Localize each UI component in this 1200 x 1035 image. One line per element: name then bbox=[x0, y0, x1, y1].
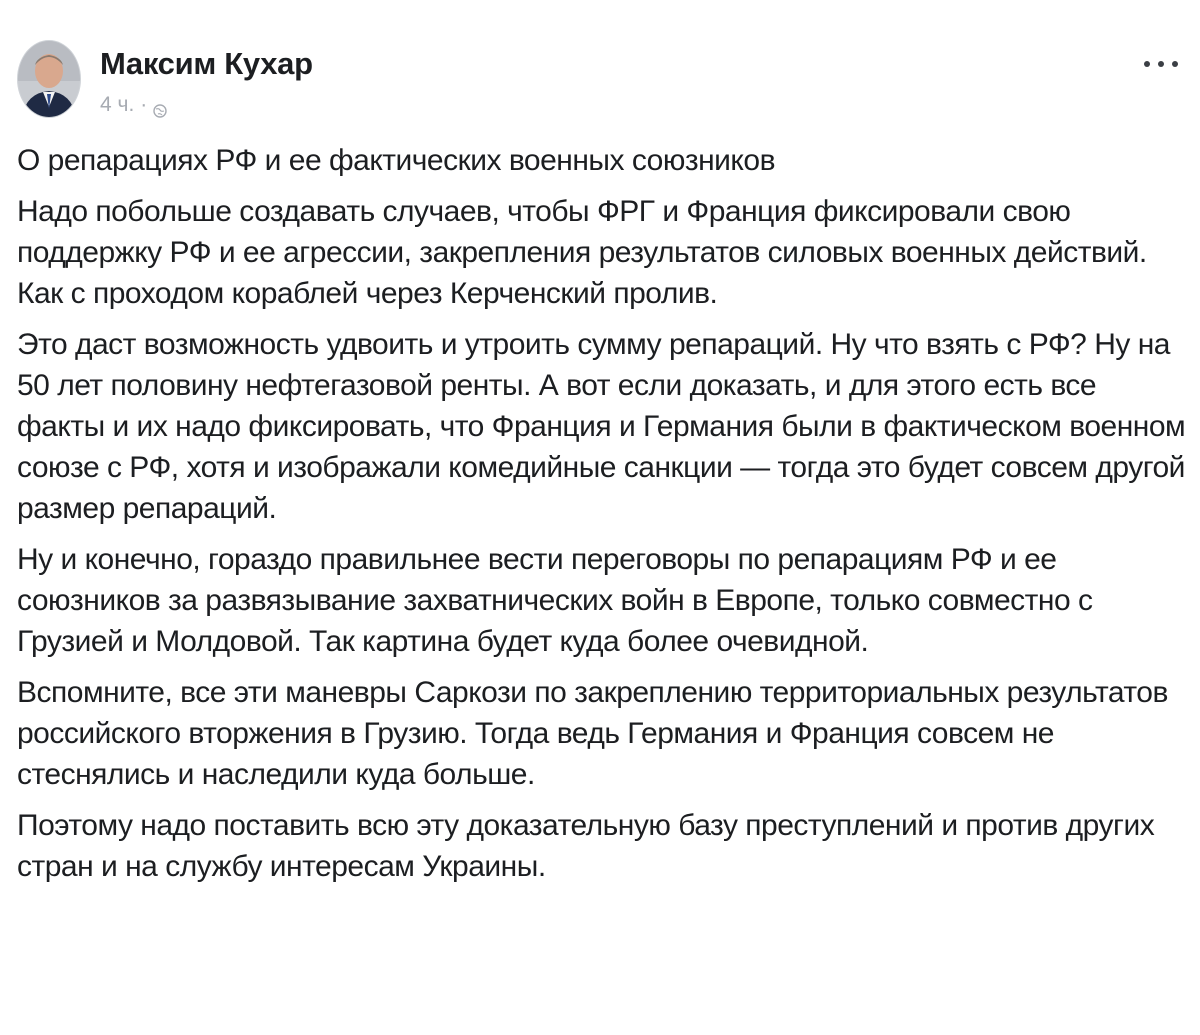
post-paragraph: О репарациях РФ и ее фактических военных союзников bbox=[17, 144, 776, 177]
post-paragraph: Это даст возможность удвоить и утроить сумму репараций. Ну что взять с РФ? Ну на 50 лет половину нефтегазовой ренты. А вот если доказать, и для этого есть все факты и их надо фиксировать, что Франция и Германия были в фактическом военном союзе с РФ, хотя и изображали комедийные санкции — тогда это будет совсем другой размер репараций. bbox=[17, 328, 1186, 525]
post-meta bbox=[100, 93, 167, 117]
post-body bbox=[17, 140, 1189, 897]
post-paragraph: Поэтому надо поставить всю эту доказательную базу преступлений и против других стран и на службу интересам Украины. bbox=[17, 809, 1155, 883]
more-dot bbox=[1144, 61, 1150, 67]
more-options-icon[interactable] bbox=[1144, 54, 1178, 74]
author-name[interactable]: Максим Кухар bbox=[100, 46, 313, 81]
post-paragraph: Ну и конечно, гораздо правильнее вести переговоры по репарациям РФ и ее союзников за развязывание захватнических войн в Европе, только совместно с Грузией и Молдовой. Так картина будет куда более очевидной. bbox=[17, 543, 1093, 658]
author-avatar[interactable] bbox=[17, 40, 81, 118]
more-dot bbox=[1158, 61, 1164, 67]
more-dot bbox=[1172, 61, 1178, 67]
post-paragraph: Надо побольше создавать случаев, чтобы ФРГ и Франция фиксировали свою поддержку РФ и ее агрессии, закрепления результатов силовых военных действий. Как с проходом кораблей через Керченский пролив. bbox=[17, 195, 1147, 310]
post-time[interactable]: 4 ч. bbox=[100, 93, 135, 116]
meta-separator: · bbox=[140, 93, 148, 116]
post-header bbox=[0, 0, 1200, 130]
globe-icon[interactable] bbox=[153, 100, 167, 114]
avatar-photo-icon bbox=[18, 41, 80, 117]
post-paragraph: Вспомните, все эти маневры Саркози по закреплению территориальных результатов российского вторжения в Грузию. Тогда ведь Германия и Франция совсем не стеснялись и наследили куда больше. bbox=[17, 676, 1168, 791]
